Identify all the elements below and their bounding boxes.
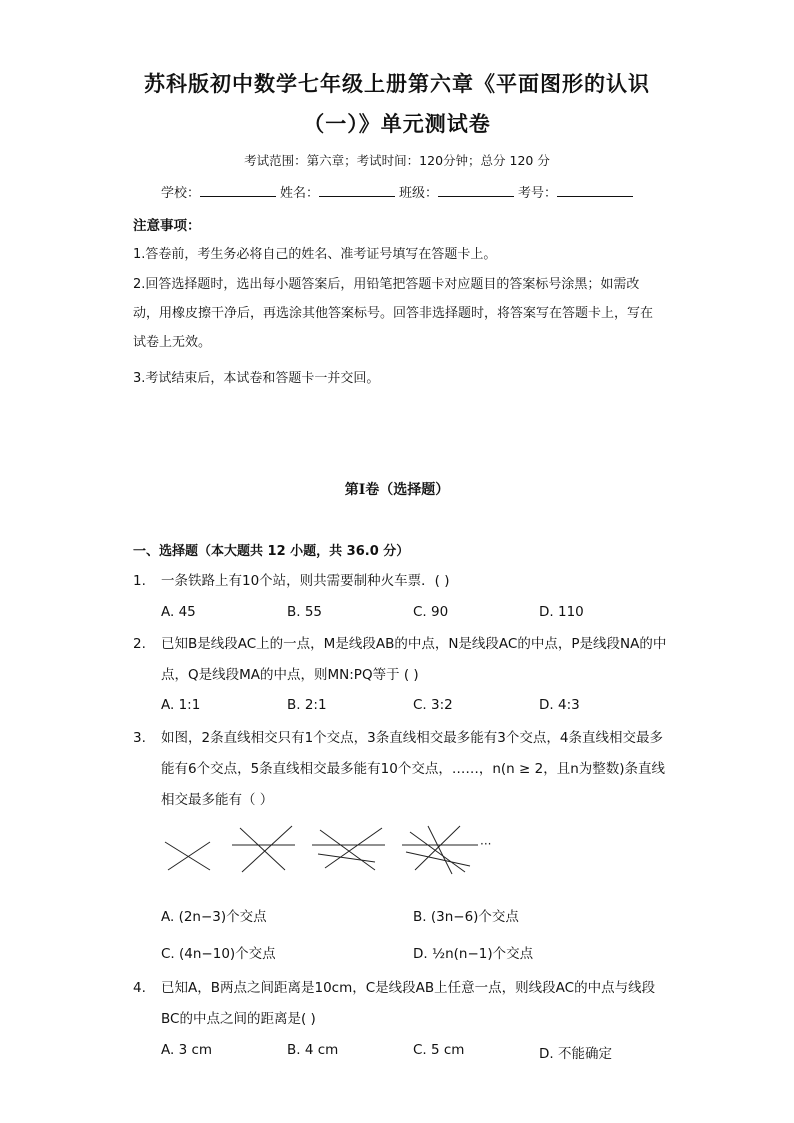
class-blank[interactable]: [438, 182, 514, 197]
section-title: 一、选择题（本大题共 12 小题，共 36.0 分）: [133, 544, 410, 559]
option-d[interactable]: D. 4:3: [539, 697, 580, 713]
class-label: 班级：: [399, 186, 439, 201]
exam-title-line1: 苏科版初中数学七年级上册第六章《平面图形的认识: [144, 71, 650, 96]
exam-subtitle: 考试范围：第六章；考试时间：120分钟；总分 120 分: [244, 153, 550, 168]
notice-item: 3.考试结束后，本试卷和答题卡一并交回。: [133, 371, 380, 386]
number-blank[interactable]: [557, 182, 633, 197]
option-c[interactable]: C. 90: [413, 604, 449, 620]
figure-line: [320, 830, 375, 870]
figure-line: [242, 826, 292, 872]
question-1: [133, 566, 673, 597]
notice-item: 2.回答选择题时，选出每小题答案后，用铅笔把答题卡对应题目的答案标号涂黑；如需改动，用橡皮擦干净后，再选涂其他答案标号。回答非选择题时，将答案写在答题卡上，写在试卷上无效。: [133, 277, 654, 350]
option-b[interactable]: B. 4 cm: [287, 1042, 339, 1058]
question-4: [133, 973, 673, 1035]
option-a[interactable]: A. 1:1: [161, 697, 201, 713]
figure-line: [410, 832, 465, 872]
question-stem: 已知A，B两点之间距离是10cm，C是线段AB上任意一点，则线段AC的中点与线段BC的中点之间的距离是( ): [161, 980, 656, 1027]
notice-item: 1.答卷前，考生务必将自己的姓名、准考证号填写在答题卡上。: [133, 247, 497, 262]
option-c[interactable]: C. 3:2: [413, 697, 453, 713]
option-d[interactable]: D. 不能确定: [539, 1046, 612, 1062]
part-title: 第I卷（选择题）: [344, 482, 450, 498]
figure-line: [318, 854, 375, 862]
option-a[interactable]: A. 3 cm: [161, 1042, 213, 1058]
option-b[interactable]: B. (3n−6)个交点: [413, 909, 519, 925]
option-b[interactable]: B. 55: [287, 604, 323, 620]
figure-line: [406, 852, 470, 866]
figure-ellipsis: ···: [480, 837, 492, 851]
option-a[interactable]: A. 45: [161, 604, 196, 620]
exam-title-line2: （一）》单元测试卷: [303, 111, 491, 136]
question-3: [133, 723, 673, 816]
question-2: [133, 629, 673, 691]
option-b[interactable]: B. 2:1: [287, 697, 327, 713]
name-blank[interactable]: [319, 182, 395, 197]
school-label: 学校：: [161, 186, 201, 201]
option-c[interactable]: C. 5 cm: [413, 1042, 465, 1058]
notice-heading: 注意事项：: [133, 218, 201, 234]
option-d[interactable]: D. 110: [539, 604, 584, 620]
figure-line: [428, 826, 452, 874]
option-d[interactable]: D. ½n(n−1)个交点: [413, 946, 534, 962]
question-stem: 一条铁路上有10个站，则共需要制种火车票．( ): [161, 573, 450, 589]
question-stem: 已知B是线段AC上的一点，M是线段AB的中点，N是线段AC的中点，P是线段NA的中点，Q是线段MA的中点，则MN:PQ等于 ( ): [161, 636, 667, 683]
name-label: 姓名：: [280, 186, 320, 201]
question-number: 1.: [133, 573, 146, 589]
number-label: 考号：: [518, 186, 558, 201]
question-number: 3.: [133, 730, 146, 746]
question-number: 4.: [133, 980, 146, 996]
question-number: 2.: [133, 636, 146, 652]
question-stem: 如图，2条直线相交只有1个交点，3条直线相交最多能有3个交点，4条直线相交最多能有6个交点，5条直线相交最多能有10个交点，……，n(n ≥ 2，且n为整数)条直线相交最多能有（ ）: [161, 730, 666, 808]
school-blank[interactable]: [200, 182, 276, 197]
intersecting-lines-figure: [160, 820, 500, 880]
option-a[interactable]: A. (2n−3)个交点: [161, 909, 267, 925]
figure-line: [240, 828, 285, 870]
option-c[interactable]: C. (4n−10)个交点: [161, 946, 276, 962]
student-info-row: [161, 182, 637, 201]
